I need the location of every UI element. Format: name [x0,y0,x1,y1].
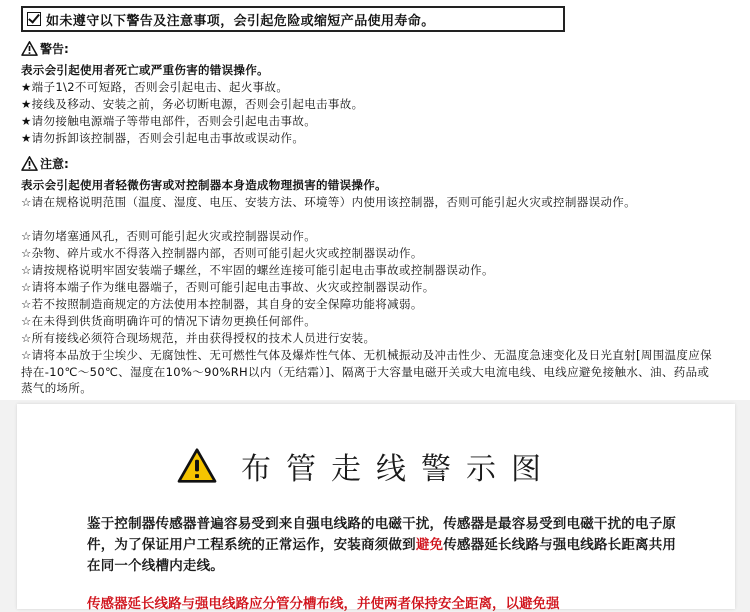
wiring-warning-card [17,404,735,612]
caution-item: ☆请将本品放于尘埃少、无腐蚀性、无可燃性气体及爆炸性气体、无机械振动及冲击性少、无温度急速变化及日光直射[周围温度应保持在-10℃～50℃、湿度在10%～90%RH以内（无结霜）]、隔离于大容量电磁开关或大电流电线、电线应避免接触水、油、药品或蒸气的场所。 [21,348,712,395]
wiring-para-tail: 传感器延长线路与强电线路长距离共用在同一个线槽内走线。 [87,537,677,574]
warning-item: ★接线及移动、安装之前，务必切断电源，否则会引起电击事故。 [21,97,364,111]
caution-item: ☆若不按照制造商规定的方法使用本控制器，其自身的安全保障功能将减弱。 [21,297,423,311]
wiring-para-highlight: 避免 [415,537,444,553]
caution-item: ☆所有接线必须符合现场规范，并由获得授权的技术人员进行安装。 [21,331,376,345]
caution-item: ☆请勿堵塞通风孔，否则可能引起火灾或控制器误动作。 [21,229,317,243]
caution-item: ☆杂物、碎片或水不得落入控制器内部，否则可能引起火灾或控制器误动作。 [21,246,423,260]
caution-item: ☆请将本端子作为继电器端子，否则可能引起电击事故、火灾或控制器误动作。 [21,280,435,294]
checkbox-icon [27,12,41,26]
warning-sign-icon [177,448,217,484]
wiring-title: 布管走线警示图 [241,452,556,487]
warning-banner [21,6,565,32]
caution-item: ☆在未得到供货商明确许可的情况下请勿更换任何部件。 [21,314,317,328]
caution-subtitle: 表示会引起使用者轻微伤害或对控制器本身造成物理损害的错误操作。 [21,178,387,192]
wiring-red-note: 传感器延长线路与强电线路应分管分槽布线，并使两者保持安全距离，以避免强 [87,596,560,612]
banner-text: 如未遵守以下警告及注意事项，会引起危险或缩短产品使用寿命。 [46,13,435,29]
caution-triangle-icon [21,156,38,171]
caution-item: ☆请在规格说明范围（温度、湿度、电压、安装方法、环境等）内使用该控制器，否则可能引起火灾或控制器误动作。 [21,195,637,209]
wiring-paragraph [87,514,687,577]
wiring-title-row [177,444,556,488]
warning-title: 警告: [40,42,69,56]
wiring-para-main: 鉴于控制器传感器普遍容易受到来自强电线路的电磁干扰，传感器是最容易受到电磁干扰的电子原件，为了保证用户工程系统的正常运作，安装商须做到 [87,516,677,553]
caution-heading [21,155,69,172]
caution-item: ☆请按规格说明牢固安装端子螺丝，不牢固的螺丝连接可能引起电击事故或控制器误动作。 [21,263,494,277]
warning-heading [21,40,69,57]
caution-title: 注意: [40,157,69,171]
warning-item: ★请勿接触电源端子等带电部件，否则会引起电击事故。 [21,114,317,128]
warning-item: ★请勿拆卸该控制器，否则会引起电击事故或误动作。 [21,131,305,145]
warning-subtitle: 表示会引起使用者死亡或严重伤害的错误操作。 [21,63,269,77]
warning-item: ★端子1\2不可短路，否则会引起电击、起火事故。 [21,80,289,94]
warning-triangle-icon [21,41,38,56]
